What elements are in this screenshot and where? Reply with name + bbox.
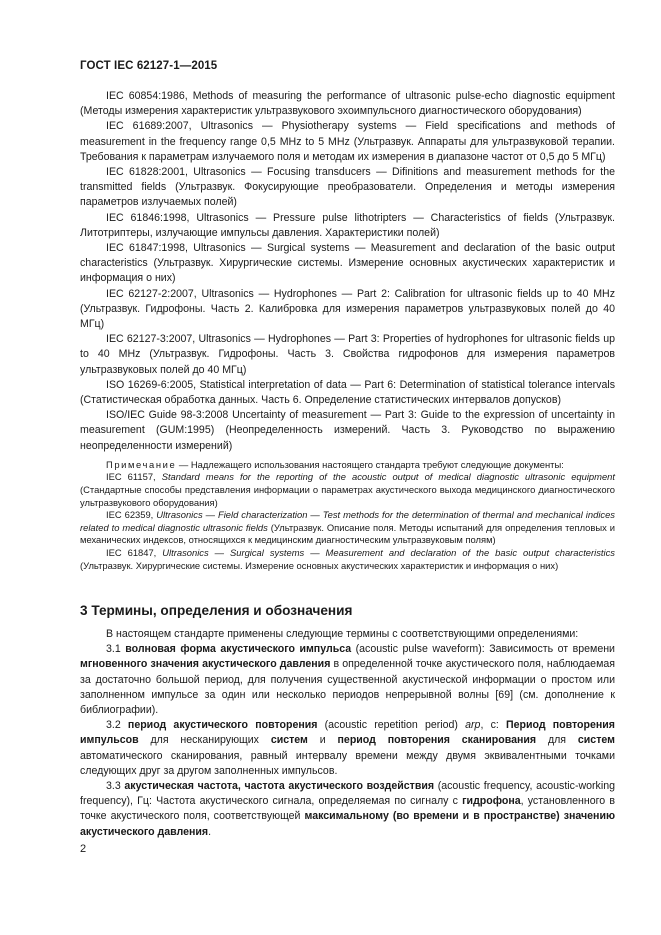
note-item-title: Ultrasonics — Surgical systems — Measurement and declaration of the basic output characteristics (162, 547, 615, 559)
section-title: 3 Термины, определения и обозначения (80, 603, 353, 618)
note-item-code: IEC 61157, (106, 471, 156, 483)
term-bold-ref: систем (270, 734, 308, 747)
note-item-code: IEC 61847, (106, 547, 157, 559)
note-item (80, 471, 615, 509)
term-name: волновая форма акустического импульса (125, 643, 352, 656)
term-en: (acoustic pulse waveform): Зависимость от времени (355, 643, 615, 656)
reference-text: ISO 16269-6:2005, Statistical interpretation of data — Part 6: Determination of statistical tolerance intervals (Статистическая обработка данных. Часть 6. Определение статистических интервалов допусков) (80, 378, 615, 407)
note-item-ru: (Стандартные способы представления информации о параметрах акустического выхода медицинского диагностического ультразвукового оборудования) (80, 484, 615, 508)
term-en: (acoustic repetition period) (324, 719, 458, 732)
term-bold-ref: мгновенного значения акустического давления (80, 658, 331, 671)
term-definition: в определенной точке акустического поля, наблюдаемая за достаточно большой период, для получения существенной акустической информации о простом или заполненном импульсе за один или несколько периодов непрерывной волны [69] (см. дополнение к библиографии). (80, 658, 615, 717)
term-definition: автоматического сканирования, равный интервалу времени между двумя эквивалентными точками следующих друг за другом заполненных импульсов. (80, 749, 615, 777)
term-en: (acoustic frequency, acoustic-working frequency), Гц: Частота акустического сигнала, определяемая по сигналу с (80, 780, 615, 808)
note-block (80, 459, 615, 572)
reference-item (80, 89, 615, 119)
note-item-title: Standard means for the reporting of the acoustic output of medical diagnostic ultrasonic equipment (161, 471, 615, 483)
term-number: 3.1 (106, 643, 121, 656)
reference-text: IEC 61847:1998, Ultrasonics — Surgical systems — Measurement and declaration of the basic output characteristics (Ультразвук. Хирургические системы. Измерение основных акустических характеристик и информация о них) (80, 242, 615, 285)
term-bold-ref: гидрофона (462, 795, 521, 808)
note-item (80, 547, 615, 572)
term-definition: для (547, 734, 567, 747)
term-definition: для несканирующих (150, 734, 259, 747)
term-unit: , с: (480, 719, 499, 732)
document-header: ГОСТ IEC 62127-1—2015 (80, 60, 218, 72)
reference-text: ISO/IEC Guide 98-3:2008 Uncertainty of measurement — Part 3: Guide to the expression of uncertainty in measurement (GUM:1995) (Неопределенность измерений. Часть 3. Руководство по выражению неопределенности измерений) (80, 409, 615, 452)
note-label: Примечание (106, 458, 177, 470)
section-intro-text: В настоящем стандарте применены следующие термины с соответствующими определениями: (106, 628, 579, 640)
note-item-code: IEC 62359, (106, 509, 154, 521)
term-definition: и (319, 734, 326, 747)
term-bold-ref: Период повторения импульсов (80, 719, 615, 747)
term-bold-ref: период повторения сканирования (337, 734, 537, 747)
reference-item (80, 332, 615, 378)
note-intro (80, 459, 615, 472)
term-bold-ref: систем (577, 734, 615, 747)
note-item-title: Ultrasonics — Field characterization — Test methods for the determination of thermal and mechanical indices related to medical diagnostic ultrasonic fields (80, 509, 615, 533)
reference-item (80, 165, 615, 211)
references-list (80, 89, 615, 572)
reference-item (80, 408, 615, 454)
term-definition: . (208, 825, 212, 838)
reference-text: IEC 62127-3:2007, Ultrasonics — Hydrophones — Part 3: Properties of hydrophones for ultrasonic fields up to 40 MHz (Ультразвук. Гидрофоны. Часть 3. Свойства гидрофонов для измерения параметров ультразвуковых полей до 40 МГц) (80, 333, 615, 376)
reference-text: IEC 60854:1986, Methods of measuring the performance of ultrasonic pulse-echo diagnostic equipment (Методы измерения характеристик ультразвукового эхоимпульсного диагностического оборудования) (80, 90, 615, 118)
reference-item (80, 287, 615, 333)
reference-item (80, 378, 615, 408)
page-number: 2 (80, 843, 87, 855)
reference-item (80, 241, 615, 287)
term-number: 3.2 (106, 719, 121, 732)
reference-item (80, 211, 615, 241)
term-3-1 (80, 642, 615, 718)
reference-text: IEC 61846:1998, Ultrasonics — Pressure pulse lithotripters — Characteristics of fields (Ультразвук. Литотриптеры, излучающие импульсы давления. Характеристики полей) (80, 211, 615, 239)
term-symbol: arp (465, 719, 481, 732)
term-bold-ref: максимальному (во времени и в пространстве) значению акустического давления (80, 810, 616, 838)
term-name: акустическая частота, частота акустического воздействия (124, 780, 435, 793)
term-number: 3.3 (106, 780, 121, 793)
reference-text: IEC 61689:2007, Ultrasonics — Physiotherapy systems — Field specifications and methods of measurement in the frequency range 0,5 MHz to 5 MHz (Ультразвук. Аппараты для ультразвуковой терапии. Требования к параметрам излучаемого поля и методам их измерения в диапазоне частот от 0,5 до 5 МГц) (80, 120, 615, 163)
note-item-ru: (Ультразвук. Хирургические системы. Измерение основных акустических характеристик и информация о них) (80, 559, 559, 571)
note-item-ru: (Ультразвук. Описание поля. Методы испытаний для определения тепловых и механических индексов, относящихся к медицинским диагностическим ультразвуковым полям) (80, 521, 615, 546)
term-name: период акустического повторения (127, 719, 318, 732)
note-item (80, 509, 615, 547)
section-intro (80, 627, 615, 642)
section-body (80, 627, 615, 840)
reference-text: IEC 61828:2001, Ultrasonics — Focusing transducers — Difinitions and measurement methods for the transmitted fields (Ультразвук. Фокусирующие преобразователи. Определения и методы измерения параметров излучаемых полей) (80, 166, 615, 209)
term-definition: , установленного в точке акустического поля, соответствующей (80, 795, 615, 823)
note-intro-text: — Надлежащего использования настоящего стандарта требуют следующие документы: (178, 458, 564, 470)
reference-item (80, 119, 615, 165)
term-3-3 (80, 779, 615, 840)
term-3-2 (80, 718, 615, 779)
reference-text: IEC 62127-2:2007, Ultrasonics — Hydrophones — Part 2: Calibration for ultrasonic fields up to 40 MHz (Ультразвук. Гидрофоны. Часть 2. Калибровка для измерения параметров ультразвуковых полей до 40 МГц) (80, 287, 615, 331)
